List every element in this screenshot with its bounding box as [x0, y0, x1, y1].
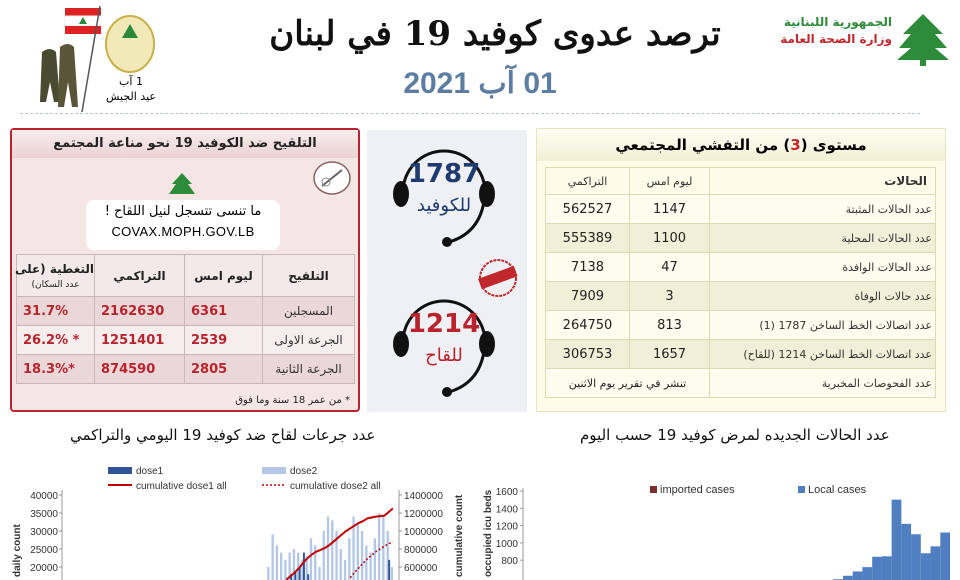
col-yesterday: ليوم امس: [185, 255, 263, 297]
col-coverage: [14, 255, 95, 297]
col-cases: الحالات: [710, 168, 936, 195]
y-tick-label: 1200: [495, 521, 518, 533]
cumulative-value: 555389: [546, 224, 630, 253]
age-note: * من عمر 18 سنة وما فوق: [235, 395, 350, 406]
lab-value: تنشر في تقرير يوم الاثنين: [546, 369, 710, 398]
legend-label: dose2: [290, 466, 318, 477]
header-divider: [20, 113, 920, 114]
y2-tick-label: 800000: [404, 545, 438, 556]
legend-swatch-local: [798, 486, 805, 493]
row-label: عدد حالات الوفاة: [710, 282, 936, 311]
y2-tick-label: 600000: [404, 563, 438, 574]
table-header: [17, 255, 355, 297]
bar-local-cases: [921, 553, 931, 580]
table-row: [17, 297, 355, 326]
y-tick-label: 800: [501, 556, 518, 568]
coverage-value: 31.7%: [17, 297, 95, 326]
vaccination-table: [16, 254, 355, 384]
row-label: المسجلين: [263, 297, 355, 326]
bar-dose1: [307, 574, 309, 580]
yesterday-value: 2805: [185, 355, 263, 384]
yesterday-value: 6361: [185, 297, 263, 326]
y-axis-label: occupied icu beds: [483, 489, 494, 577]
army-day-date: 1 آب: [119, 75, 143, 88]
covid-hotline-label: للكوفيد: [416, 195, 472, 216]
table-row: [546, 253, 936, 282]
legend-swatch-dose1: [108, 467, 132, 474]
vaccine-hotline-label: للقاح: [425, 345, 463, 366]
coverage-value: * 26.2%: [17, 326, 95, 355]
outbreak-level: 3: [790, 136, 801, 154]
row-label: عدد الحالات المحلية: [710, 224, 936, 253]
y-tick-label: 35000: [30, 509, 58, 520]
bar-dose2: [348, 538, 350, 580]
yesterday-value: 1657: [630, 340, 710, 369]
cumulative-value: 562527: [546, 195, 630, 224]
yesterday-value: 1147: [630, 195, 710, 224]
yesterday-value: 3: [630, 282, 710, 311]
army-day-label: عيد الجيش: [105, 90, 156, 103]
page-title: ترصد عدوى كوفيد 19 في لبنان: [269, 14, 721, 54]
y-tick-label: 1400: [495, 504, 518, 516]
cases-table: [545, 167, 936, 398]
bar-local-cases: [882, 556, 892, 580]
bar-local-cases: [853, 571, 863, 580]
vaccination-title: التلقيح ضد الكوفيد 19 نحو مناعة المجتمع: [12, 130, 358, 158]
row-label: الجرعة الثانية: [263, 355, 355, 384]
bar-dose2: [267, 567, 269, 580]
outbreak-level-title: [537, 129, 945, 161]
table-row: [17, 326, 355, 355]
legend-label: imported cases: [660, 484, 735, 496]
syringe-icon: [312, 160, 352, 196]
hotlines-panel: [367, 130, 527, 412]
vaccine-hotline-number: 1214: [407, 309, 481, 339]
col-cumulative: التراكمي: [95, 255, 185, 297]
bar-dose2: [357, 524, 359, 580]
register-text: ما تنسى تتسجل لنيل اللقاح !: [104, 204, 262, 219]
registration-box: [86, 200, 280, 250]
legend-label: cumulative dose2 all: [290, 481, 381, 492]
vaccination-panel: [10, 128, 360, 412]
bar-dose2: [391, 567, 393, 580]
table-row: [17, 355, 355, 384]
table-row: [546, 224, 936, 253]
bar-local-cases: [901, 524, 911, 580]
cumulative-value: 306753: [546, 340, 630, 369]
bar-local-cases: [872, 557, 882, 580]
vaccine-doses-chart: [0, 455, 470, 580]
hotline-vaccine: [389, 292, 499, 392]
bar-dose2: [374, 538, 376, 580]
bar-dose2: [331, 520, 333, 580]
y2-tick-label: 1400000: [404, 491, 443, 502]
bar-dose2: [318, 567, 320, 580]
ministry-name: [772, 14, 892, 48]
cumulative-value: 7909: [546, 282, 630, 311]
y-tick-label: 25000: [30, 545, 58, 556]
bar-dose2: [344, 560, 346, 580]
bar-local-cases: [843, 576, 853, 580]
yesterday-value: 2539: [185, 326, 263, 355]
report-date: 01 آب 2021: [403, 67, 557, 100]
table-row: [546, 340, 936, 369]
col-cumulative: التراكمي: [546, 168, 630, 195]
y-tick-label: 1600: [495, 487, 518, 498]
bar-dose1: [388, 560, 390, 580]
covid-hotline-number: 1787: [407, 159, 481, 189]
bar-dose2: [378, 513, 380, 580]
cumulative-value: 1251401: [95, 326, 185, 355]
bar-dose2: [310, 538, 312, 580]
row-label: عدد الحالات المثبتة: [710, 195, 936, 224]
bar-dose2: [314, 545, 316, 580]
table-row: [546, 311, 936, 340]
coverage-sub: عدد السكان): [31, 279, 80, 290]
yesterday-value: 1100: [630, 224, 710, 253]
y2-tick-label: 1200000: [404, 509, 443, 520]
bar-dose2: [276, 545, 278, 580]
bar-dose2: [280, 553, 282, 580]
ministry-line1: الجمهورية اللبنانية: [783, 15, 892, 29]
y-tick-label: 40000: [30, 491, 58, 502]
bar-dose2: [340, 549, 342, 580]
yesterday-value: 47: [630, 253, 710, 282]
col-yesterday: ليوم امس: [630, 168, 710, 195]
row-label: عدد اتصالات الخط الساخن 1787 (1): [710, 311, 936, 340]
bar-dose1: [303, 553, 305, 580]
row-label: عدد اتصالات الخط الساخن 1214 (للقاح): [710, 340, 936, 369]
y2-tick-label: 1000000: [404, 527, 443, 538]
legend-label: Local cases: [808, 484, 867, 496]
army-day: [100, 74, 162, 104]
legend-swatch-dose2: [262, 467, 286, 474]
bar-local-cases: [892, 500, 902, 580]
bar-local-cases: [911, 534, 921, 580]
yesterday-value: 813: [630, 311, 710, 340]
cumulative-value: 264750: [546, 311, 630, 340]
col-vaccination: التلقيح: [263, 255, 355, 297]
bar-dose2: [327, 517, 329, 580]
title-pre: مستوى (: [800, 136, 867, 154]
y-tick-label: 20000: [30, 563, 58, 574]
y2-axis-label: cumulative count: [454, 494, 465, 577]
y-axis-label: daily count: [12, 524, 23, 577]
table-row-lab-tests: [546, 369, 936, 398]
bar-dose2: [365, 545, 367, 580]
legend-label: dose1: [136, 466, 164, 477]
cumulative-value: 2162630: [95, 297, 185, 326]
bar-dose2: [323, 531, 325, 580]
bar-dose2: [271, 535, 273, 580]
bar-local-cases: [862, 567, 872, 580]
row-label: الجرعة الاولى: [263, 326, 355, 355]
moph-cedar-logo: [895, 12, 951, 66]
table-row: [546, 282, 936, 311]
coverage-main: التغطية (على: [14, 261, 94, 276]
y-tick-label: 30000: [30, 527, 58, 538]
vaccine-chart-title: عدد جرعات لقاح ضد كوفيد 19 اليومي والتراكمي: [70, 426, 376, 444]
cases-chart-title: عدد الحالات الجديده لمرض كوفيد 19 حسب اليوم: [580, 426, 890, 444]
ministry-line2: وزارة الصحة العامة: [780, 32, 892, 46]
coverage-value: *18.3%: [17, 355, 95, 384]
bar-local-cases: [931, 546, 941, 580]
cumulative-value: 874590: [95, 355, 185, 384]
register-url[interactable]: COVAX.MOPH.GOV.LB: [111, 224, 255, 239]
row-label: عدد الفحوصات المخبرية: [710, 369, 936, 398]
cumulative-value: 7138: [546, 253, 630, 282]
bar-dose2: [361, 531, 363, 580]
bar-dose2: [284, 560, 286, 580]
title-post: ) من التفشي المجتمعي: [615, 136, 791, 154]
y-tick-label: 1000: [495, 538, 518, 550]
hotline-covid: [389, 142, 499, 242]
legend-label: cumulative dose1 all: [136, 481, 227, 492]
table-row: [546, 195, 936, 224]
bar-local-cases: [940, 533, 950, 580]
cedar-icon: [167, 172, 197, 198]
legend-swatch-imported: [650, 486, 657, 493]
table-header: [546, 168, 936, 195]
cases-panel: [536, 128, 946, 412]
row-label: عدد الحالات الوافدة: [710, 253, 936, 282]
new-cases-chart: [480, 455, 960, 580]
